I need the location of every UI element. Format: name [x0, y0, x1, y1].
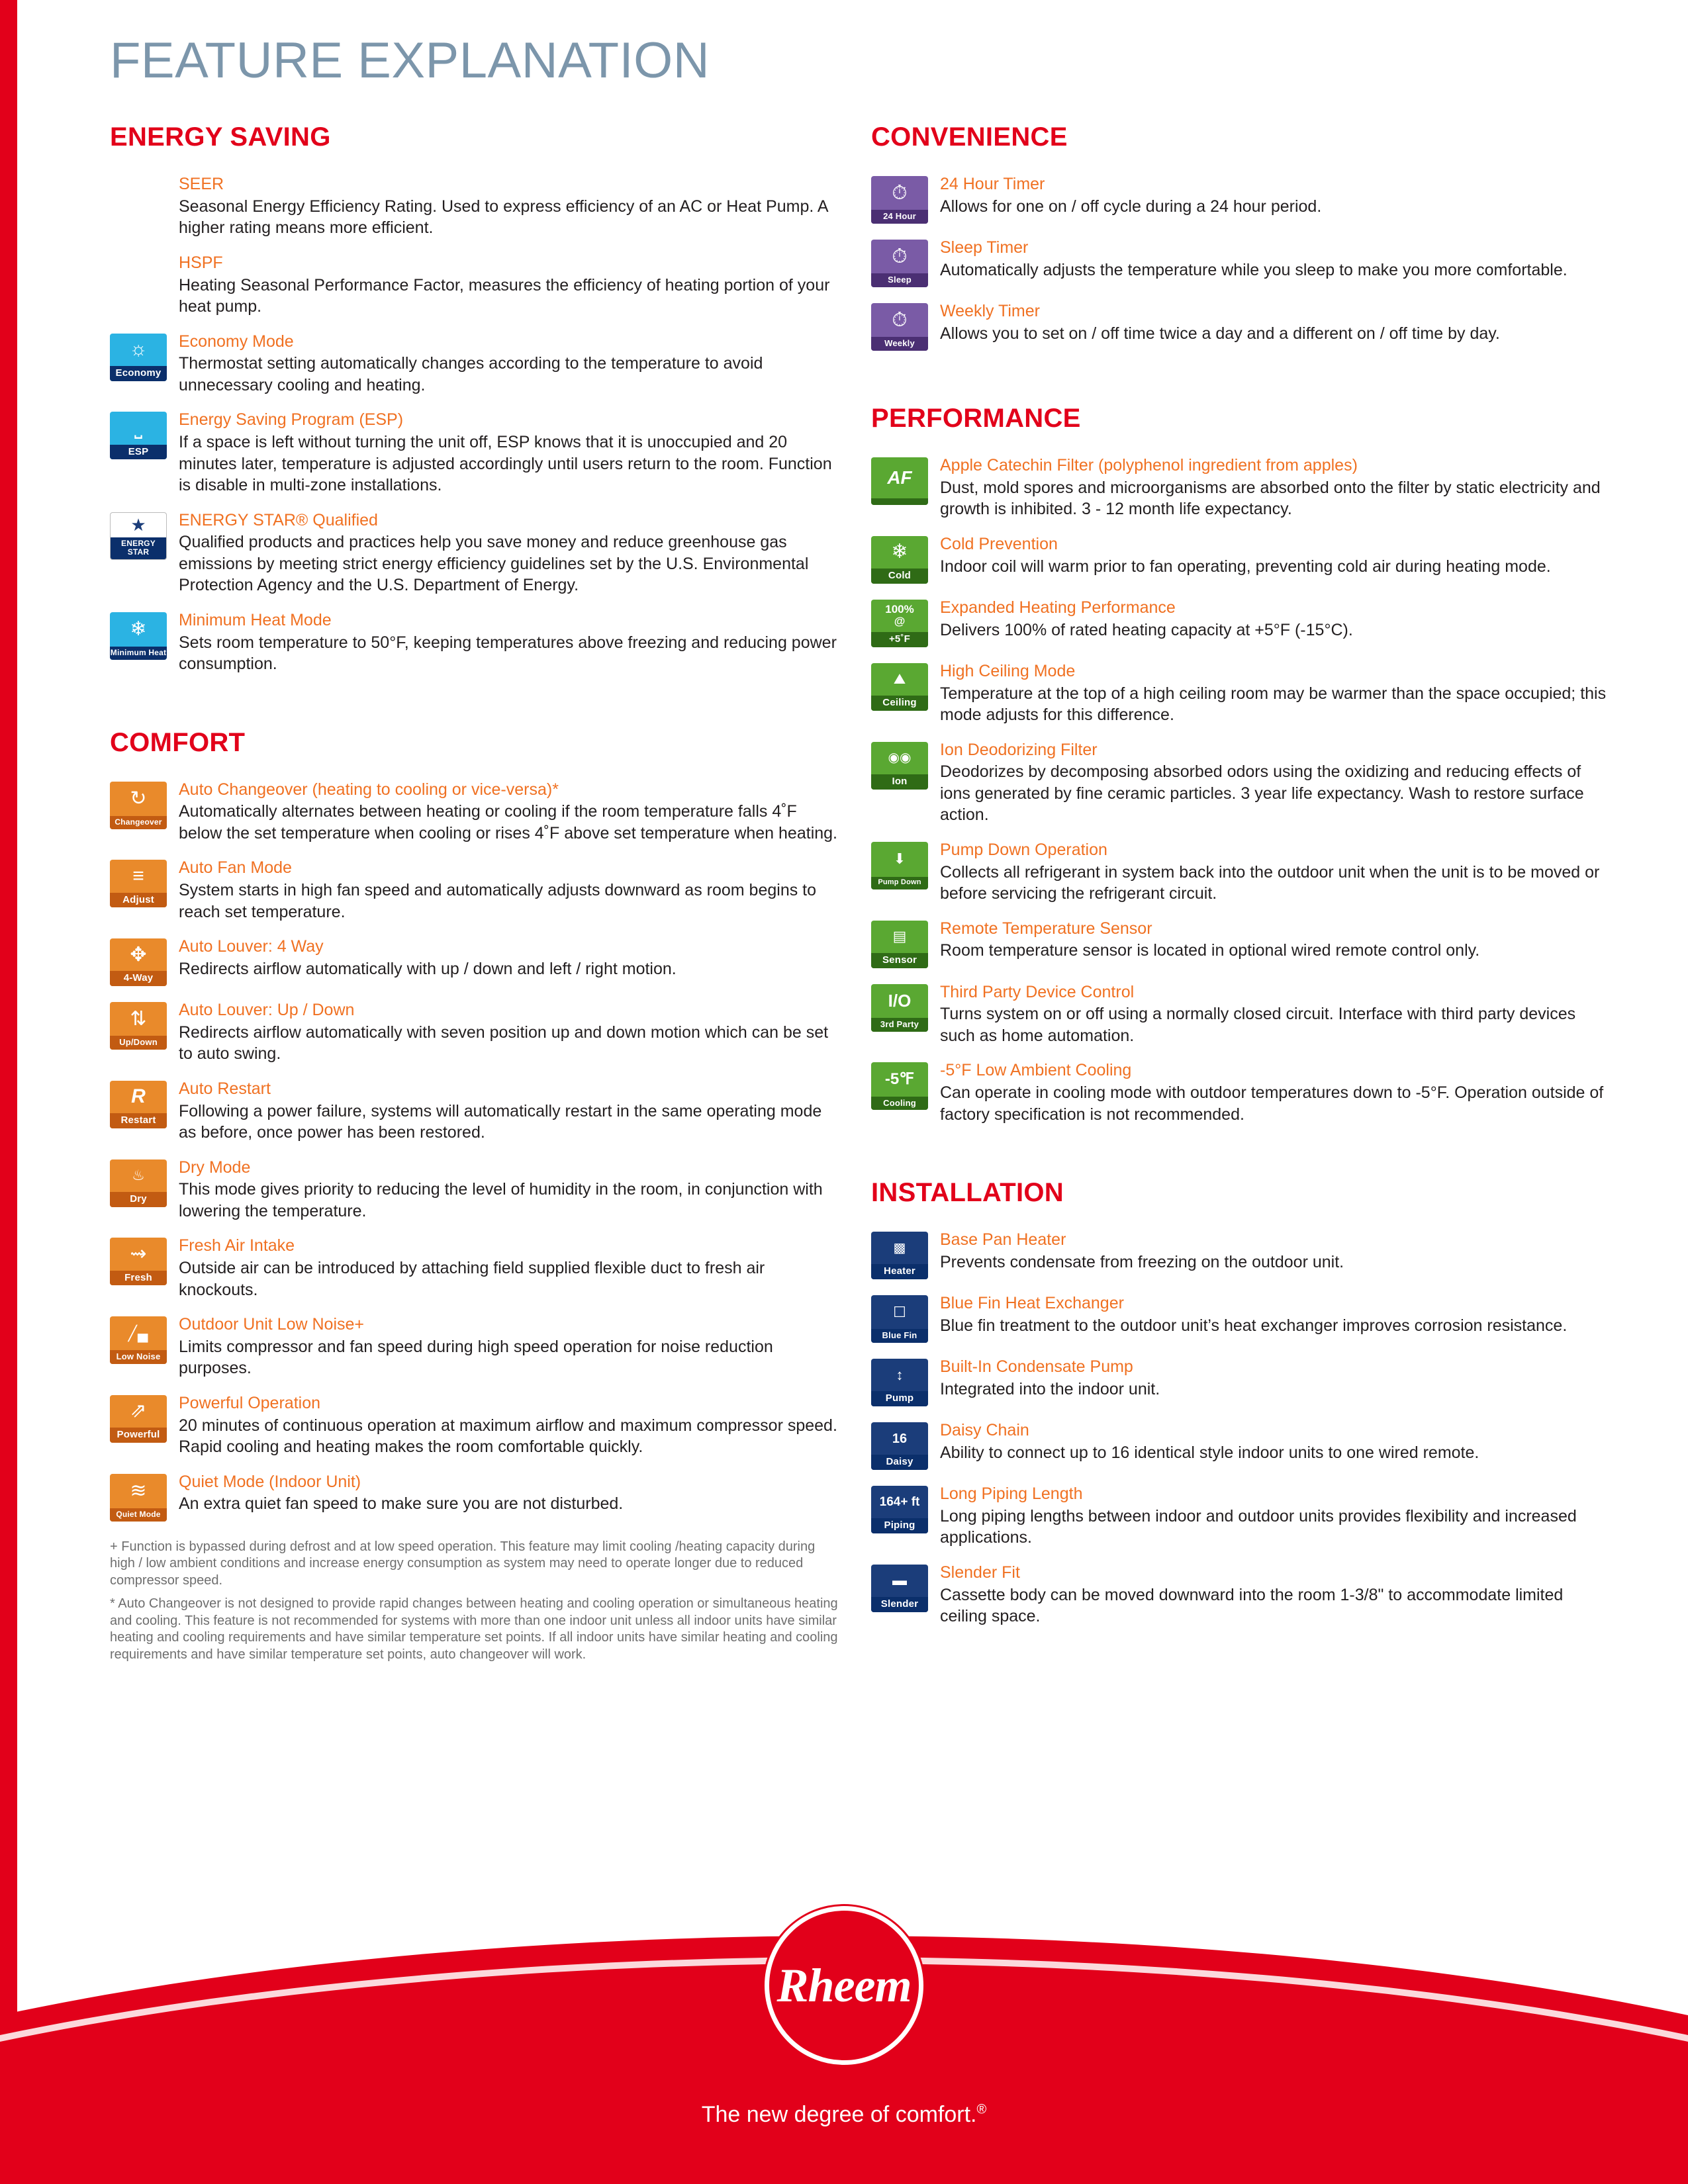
right-column [871, 122, 1613, 1642]
feature-name: Third Party Device Control [940, 982, 1135, 1001]
feature-name: HSPF [179, 253, 223, 272]
icon-caption: Pump [871, 1391, 928, 1406]
feature-third-party-device-control [871, 983, 1613, 1047]
icon-caption: Cooling [871, 1097, 928, 1111]
feature-slender-fit [871, 1563, 1613, 1627]
document-page [17, 0, 1688, 2184]
feature-name: Expanded Heating Performance [940, 598, 1176, 617]
footer-tagline-text: The new degree of comfort. [701, 2102, 977, 2127]
icon-caption: Slender [871, 1597, 928, 1612]
feature-name: Energy Saving Program (ESP) [179, 410, 404, 430]
feature-name: Dry Mode [179, 1158, 251, 1177]
feature-description: Redirects airflow automatically with seven position up and down motion which can be set to auto swing. [179, 1023, 829, 1064]
feature-hspf [110, 253, 838, 318]
feature-auto-louver-4-way [110, 937, 838, 986]
feature-blue-fin-heat-exchanger [871, 1294, 1613, 1343]
feature-description: Dust, mold spores and microorganisms are absorbed onto the filter by static electricity and growth is inhibited. 3 - 12 month life expectancy. [940, 478, 1601, 519]
feature-ion-deodorizing-filter [871, 741, 1613, 826]
slender-fit-icon: ▬ Slender [871, 1565, 928, 1612]
feature-description: Automatically alternates between heating or cooling if the room temperature falls 4˚F below the set temperature when cooling or rises 4˚F above set temperature when heating. [179, 802, 837, 842]
feature-description: Room temperature sensor is located in optional wired remote control only. [940, 941, 1480, 960]
feature-description: Integrated into the indoor unit. [940, 1379, 1160, 1398]
feature-name: Daisy Chain [940, 1421, 1029, 1439]
feature-description: Qualified products and practices help you save money and reduce greenhouse gas emissions by meeting strict energy efficiency guidelines set by the U.S. Environmental Protection Agency and the U.S. Department of Energy. [179, 533, 809, 595]
feature-icon-slot [110, 175, 179, 176]
feature-name: Pump Down Operation [940, 840, 1107, 859]
feature-outdoor-unit-low-noise [110, 1315, 838, 1379]
low-ambient-cooling-icon: -5℉ Cooling [871, 1062, 928, 1110]
feature-description: Long piping lengths between indoor and outdoor units provides flexibility and increased applications. [940, 1506, 1577, 1547]
feature-base-pan-heater [871, 1230, 1613, 1279]
icon-caption: Heater [871, 1264, 928, 1279]
feature-auto-fan-mode [110, 858, 838, 923]
energy-star-icon: ★ ENERGY STAR [110, 512, 167, 560]
high-ceiling-mode-icon: ⛰ Ceiling [871, 663, 928, 711]
auto-restart-icon: R Restart [110, 1081, 167, 1128]
icon-caption: Piping [871, 1518, 928, 1533]
blue-fin-heat-exchanger-icon: ☐ Blue Fin [871, 1295, 928, 1343]
powerful-operation-icon: ⇗ Powerful [110, 1395, 167, 1443]
daisy-chain-icon: 16 Daisy [871, 1422, 928, 1470]
icon-caption: Fresh [110, 1271, 167, 1286]
icon-caption: Changeover [110, 816, 167, 829]
feature-description: Blue fin treatment to the outdoor unit’s heat exchanger improves corrosion resistance. [940, 1316, 1568, 1335]
long-piping-length-icon: 164+ ft Piping [871, 1486, 928, 1533]
apple-catechin-filter-icon: AF [871, 457, 928, 505]
feature-description: Collects all refrigerant in system back into the outdoor unit when the unit is to be moved or before servicing the refrigerant circuit. [940, 862, 1600, 903]
registered-mark: ® [976, 2102, 987, 2117]
feature-cold-prevention [871, 535, 1613, 584]
rheem-logo [765, 1906, 923, 2065]
feature-name: Sleep Timer [940, 238, 1029, 257]
24-hour-timer-icon: ⏱ 24 Hour [871, 176, 928, 224]
sleep-timer-icon: ⏱ Sleep [871, 240, 928, 287]
feature-fresh-air-intake [110, 1236, 838, 1300]
footnote-asterisk: * Auto Changeover is not designed to provide rapid changes between heating and cooling operation or simultaneous heating and cooling. This feature is not recommended for systems with more than one indoor unit unless all indoor units have similar heating and cooling requirements and have similar temperature set points. If all indoor units have similar heating and cooling requirements and have similar temperature set points, auto changeover will work. [110, 1596, 838, 1662]
feature-description: Turns system on or off using a normally closed circuit. Interface with third party devices such as home automation. [940, 1005, 1576, 1045]
feature-description: 20 minutes of continuous operation at maximum airflow and maximum compressor speed. Rapid cooling and heating makes the room comfortable quickly. [179, 1416, 837, 1456]
feature-description: Allows for one on / off cycle during a 24 hour period. [940, 197, 1322, 216]
icon-caption: Adjust [110, 893, 167, 908]
feature-name: ENERGY STAR® Qualified [179, 510, 378, 529]
feature-name: Built-In Condensate Pump [940, 1357, 1133, 1376]
feature-icon-slot [110, 253, 179, 255]
section-heading-comfort: COMFORT [110, 727, 246, 757]
feature-name: 24 Hour Timer [940, 175, 1045, 193]
left-red-edge-bar [0, 0, 17, 2184]
feature-name: Slender Fit [940, 1563, 1020, 1582]
feature-name: -5°F Low Ambient Cooling [940, 1061, 1132, 1080]
ion-deodorizing-filter-icon: ◉◉ Ion [871, 742, 928, 790]
weekly-timer-icon: ⏱ Weekly [871, 303, 928, 351]
quiet-mode-icon: ≋ Quiet Mode [110, 1474, 167, 1522]
icon-caption: Powerful [110, 1428, 167, 1443]
feature-name: Base Pan Heater [940, 1230, 1066, 1249]
remote-temperature-sensor-icon: ▤ Sensor [871, 921, 928, 968]
feature-description: System starts in high fan speed and automatically adjusts downward as room begins to reach set temperature. [179, 881, 817, 921]
left-column [110, 122, 838, 1670]
auto-changeover-icon: ↻ Changeover [110, 782, 167, 829]
feature-name: Auto Fan Mode [179, 858, 292, 878]
feature-description: Temperature at the top of a high ceiling room may be warmer than the space occupied; this mode adjusts for this difference. [940, 684, 1607, 724]
footnote-plus: + Function is bypassed during defrost and at low speed operation. This feature may limit cooling /heating capacity during high / low ambient conditions and increase energy consumption as system may need to operate longer due to reduced compressor speed. [110, 1539, 816, 1588]
icon-caption: Ceiling [871, 696, 928, 711]
icon-caption: Ion [871, 774, 928, 790]
icon-caption: Restart [110, 1113, 167, 1128]
feature-description: Can operate in cooling mode with outdoor temperatures down to -5°F. Operation outside of factory specification is not recommended. [940, 1083, 1604, 1124]
feature-sleep-timer [871, 238, 1613, 287]
feature-name: Auto Changeover (heating to cooling or vice-versa)* [179, 780, 559, 799]
feature-description: Limits compressor and fan speed during high speed operation for noise reduction purposes. [179, 1337, 773, 1378]
icon-caption: 4-Way [110, 971, 167, 986]
page-title: FEATURE EXPLANATION [110, 32, 710, 89]
icon-caption [871, 498, 928, 505]
feature-description: Thermostat setting automatically changes according to the temperature to avoid unnecessary cooling and heating. [179, 354, 763, 394]
feature-name: Powerful Operation [179, 1393, 321, 1412]
feature-description: Outside air can be introduced by attaching field supplied flexible duct to fresh air knockouts. [179, 1259, 765, 1299]
feature-name: Long Piping Length [940, 1484, 1083, 1503]
icon-caption: Blue Fin [871, 1329, 928, 1343]
cold-prevention-icon: ❄ Cold [871, 536, 928, 584]
condensate-pump-icon: ↕ Pump [871, 1359, 928, 1406]
feature-expanded-heating-performance [871, 598, 1613, 647]
pump-down-operation-icon: ⬇ Pump Down [871, 842, 928, 889]
icon-caption: ESP [110, 445, 167, 460]
feature-description: Following a power failure, systems will automatically restart in the same operating mode as before, once power has been restored. [179, 1101, 822, 1142]
auto-fan-mode-icon: ≡ Adjust [110, 860, 167, 907]
feature-description: Cassette body can be moved downward into the room 1-3/8" to accommodate limited ceiling space. [940, 1585, 1564, 1625]
feature-description: This mode gives priority to reducing the level of humidity in the room, in conjunction with lowering the temperature. [179, 1180, 823, 1220]
minimum-heat-mode-icon: ❄ Minimum Heat [110, 612, 167, 660]
section-heading-installation: INSTALLATION [871, 1178, 1064, 1207]
auto-louver-4-way-icon: ✥ 4-Way [110, 938, 167, 986]
icon-caption: ENERGY STAR [111, 537, 166, 559]
feature-name: Apple Catechin Filter (polyphenol ingredient from apples) [940, 456, 1358, 475]
feature-description: Deodorizes by decomposing absorbed odors using the oxidizing and reducing effects of ions generated by fine ceramic particles. 3 year life expectancy. Wash to restore surface action. [940, 762, 1584, 825]
feature-name: High Ceiling Mode [940, 661, 1076, 680]
icon-caption: Daisy [871, 1455, 928, 1470]
feature-apple-catechin-filter [871, 456, 1613, 520]
footer-tagline [0, 2102, 1688, 2128]
feature-low-ambient-cooling [871, 1061, 1613, 1125]
feature-name: Outdoor Unit Low Noise+ [179, 1315, 365, 1334]
feature-name: Auto Restart [179, 1079, 271, 1098]
footer-logo-block [0, 1906, 1688, 2128]
feature-description: If a space is left without turning the unit off, ESP knows that it is unoccupied and 20 minutes later, temperature is adjusted accordingly until users return to the room. Function is disable in multi-zone installations. [179, 433, 832, 494]
icon-caption: 24 Hour [871, 210, 928, 224]
feature-name: Minimum Heat Mode [179, 610, 332, 629]
icon-caption: Sleep [871, 273, 928, 287]
fresh-air-intake-icon: ⇝ Fresh [110, 1238, 167, 1285]
feature-daisy-chain [871, 1421, 1613, 1470]
economy-mode-icon: ☼ Economy [110, 334, 167, 381]
feature-description: Prevents condensate from freezing on the outdoor unit. [940, 1252, 1344, 1271]
section-heading-convenience: CONVENIENCE [871, 122, 1068, 152]
feature-high-ceiling-mode [871, 662, 1613, 726]
third-party-device-control-icon: I/O 3rd Party [871, 984, 928, 1032]
feature-long-piping-length [871, 1484, 1613, 1549]
auto-louver-up-down-icon: ⇅ Up/Down [110, 1002, 167, 1050]
icon-caption: Minimum Heat [110, 647, 167, 660]
feature-name: Auto Louver: Up / Down [179, 1001, 355, 1019]
icon-caption: Low Noise [110, 1350, 167, 1364]
feature-pump-down-operation [871, 841, 1613, 905]
feature-description: Ability to connect up to 16 identical style indoor units to one wired remote. [940, 1443, 1479, 1462]
feature-name: Cold Prevention [940, 534, 1058, 553]
icon-caption: Pump Down [871, 877, 928, 889]
icon-caption: Weekly [871, 337, 928, 351]
feature-energy-star-qualified [110, 511, 838, 596]
feature-energy-saving-program [110, 410, 838, 496]
feature-built-in-condensate-pump [871, 1357, 1613, 1406]
feature-24-hour-timer [871, 175, 1613, 224]
section-heading-performance: PERFORMANCE [871, 404, 1081, 433]
feature-name: Weekly Timer [940, 302, 1040, 320]
footnotes [110, 1539, 838, 1664]
feature-description: Indoor coil will warm prior to fan operating, preventing cold air during heating mode. [940, 557, 1551, 576]
feature-name: Remote Temperature Sensor [940, 919, 1152, 938]
feature-name: Fresh Air Intake [179, 1236, 295, 1255]
feature-seer [110, 175, 838, 239]
feature-auto-changeover [110, 780, 838, 844]
feature-powerful-operation [110, 1394, 838, 1458]
feature-dry-mode [110, 1158, 838, 1222]
feature-quiet-mode [110, 1473, 838, 1522]
feature-minimum-heat-mode [110, 611, 838, 675]
feature-description: An extra quiet fan speed to make sure you are not disturbed. [179, 1494, 624, 1514]
icon-caption: +5˚F [871, 632, 928, 647]
icon-caption: Quiet Mode [110, 1508, 167, 1522]
feature-description: Allows you to set on / off time twice a day and a different on / off time by day. [940, 324, 1500, 343]
feature-name: Economy Mode [179, 332, 294, 351]
feature-description: Delivers 100% of rated heating capacity at +5°F (-15°C). [940, 620, 1353, 639]
energy-saving-program-icon: ⎵ ESP [110, 412, 167, 459]
dry-mode-icon: ♨ Dry [110, 1160, 167, 1207]
low-noise-icon: ╱▄ Low Noise [110, 1316, 167, 1364]
feature-description: Sets room temperature to 50°F, keeping temperatures above freezing and reducing power consumption. [179, 633, 837, 673]
feature-description: Redirects airflow automatically with up / down and left / right motion. [179, 959, 677, 978]
feature-description: Seasonal Energy Efficiency Rating. Used to express efficiency of an AC or Heat Pump. A higher rating means more efficient. [179, 197, 828, 238]
feature-name: Quiet Mode (Indoor Unit) [179, 1472, 361, 1491]
feature-name: Auto Louver: 4 Way [179, 937, 324, 956]
feature-name: Ion Deodorizing Filter [940, 740, 1098, 759]
section-heading-energy-saving: ENERGY SAVING [110, 122, 331, 152]
feature-remote-temperature-sensor [871, 919, 1613, 968]
base-pan-heater-icon: ▩ Heater [871, 1232, 928, 1279]
feature-name: SEER [179, 175, 224, 193]
icon-caption: Sensor [871, 953, 928, 968]
feature-name: Blue Fin Heat Exchanger [940, 1294, 1124, 1312]
icon-caption: Cold [871, 569, 928, 584]
icon-caption: Up/Down [110, 1036, 167, 1050]
feature-auto-louver-up-down [110, 1001, 838, 1065]
rheem-logo-text: Rheem [776, 1958, 912, 2012]
feature-economy-mode [110, 332, 838, 396]
icon-caption: Economy [110, 366, 167, 381]
feature-description: Heating Seasonal Performance Factor, measures the efficiency of heating portion of your heat pump. [179, 275, 830, 316]
feature-weekly-timer [871, 302, 1613, 351]
expanded-heating-performance-icon: 100% @ +5˚F [871, 600, 928, 647]
icon-caption: 3rd Party [871, 1018, 928, 1032]
icon-caption: Dry [110, 1192, 167, 1207]
feature-auto-restart [110, 1079, 838, 1144]
feature-description: Automatically adjusts the temperature while you sleep to make you more comfortable. [940, 260, 1568, 279]
